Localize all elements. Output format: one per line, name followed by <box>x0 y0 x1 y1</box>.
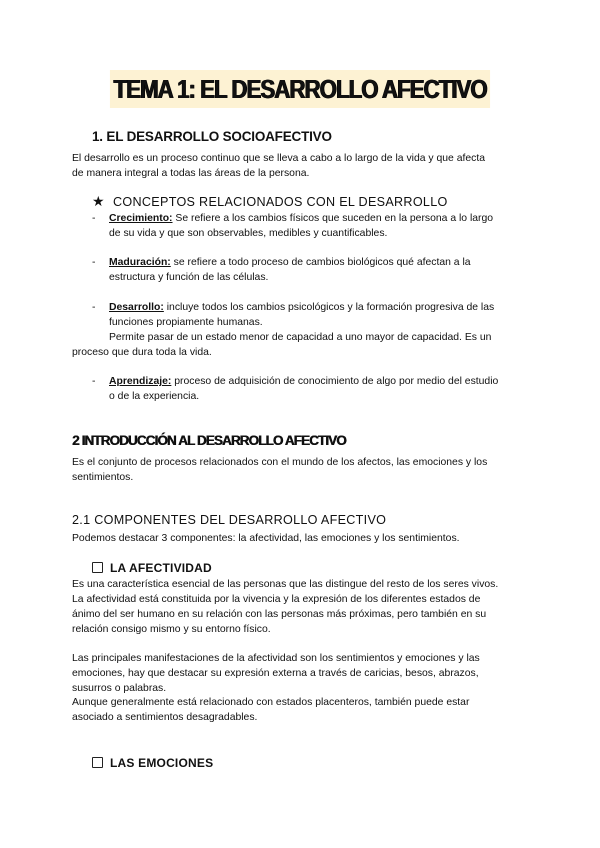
concepts-heading: CONCEPTOS RELACIONADOS CON EL DESARROLLO <box>113 195 448 209</box>
concept-text-line: o de la experiencia. <box>109 391 200 402</box>
dash-bullet: - <box>92 257 96 268</box>
concept-text: se refiere a todo proceso de cambios biológicos qué afectan a la <box>170 257 471 268</box>
concept-continuation-line: proceso que dura toda la vida. <box>72 347 212 358</box>
concept-item-desarrollo <box>109 300 494 315</box>
afectividad-p1-line: relación consigo mismo y su entorno físico. <box>72 624 271 635</box>
afectividad-p1-line: Es una característica esencial de las personas que las distingue del resto de los seres vivos. <box>72 579 499 590</box>
afectividad-p1-line: La afectividad está constituida por la vivencia y la expresión de los diferentes estados de <box>72 594 481 605</box>
emociones-heading-row <box>92 754 213 772</box>
afectividad-heading-row <box>92 559 212 577</box>
page-title: TEMA 1: EL DESARROLLO AFECTIVO <box>110 70 490 108</box>
concept-item-crecimiento <box>109 211 493 226</box>
concept-text: Se refiere a los cambios físicos que suceden en la persona a lo largo <box>172 213 494 224</box>
concept-text-line: funciones propiamente humanas. <box>109 317 263 328</box>
afectividad-p2-line: emociones, hay que destacar su expresión externa a través de caricias, besos, abrazos, <box>72 668 479 679</box>
concept-text: proceso de adquisición de conocimiento de algo por medio del estudio <box>171 376 499 387</box>
concept-term: Maduración: <box>109 257 171 268</box>
concepts-heading-row <box>92 193 448 211</box>
section-2-text-line: Es el conjunto de procesos relacionados con el mundo de los afectos, las emociones y los <box>72 457 488 468</box>
page-title-container <box>0 70 600 108</box>
concept-term: Aprendizaje: <box>109 376 172 387</box>
concept-term: Desarrollo: <box>109 302 164 313</box>
afectividad-p2-line: susurros o palabras. <box>72 683 167 694</box>
emociones-heading: LAS EMOCIONES <box>110 756 214 770</box>
concept-text-line: de su vida y que son observables, medibles y cuantificables. <box>109 228 388 239</box>
afectividad-p1-line: ánimo del ser humano en su relación con las personas más próximas, pero también en su <box>72 609 487 620</box>
concept-item-maduracion <box>109 255 471 270</box>
afectividad-heading: LA AFECTIVIDAD <box>110 561 212 575</box>
section-2-1-heading: 2.1 COMPONENTES DEL DESARROLLO AFECTIVO <box>72 513 387 527</box>
section-1-heading: 1. EL DESARROLLO SOCIOAFECTIVO <box>92 129 332 144</box>
afectividad-p2-line: Las principales manifestaciones de la afectividad son los sentimientos y emociones y las <box>72 653 480 664</box>
checkbox-icon <box>92 757 103 768</box>
section-2-text-line: sentimientos. <box>72 472 134 483</box>
dash-bullet: - <box>92 376 96 387</box>
afectividad-p2-line: Aunque generalmente está relacionado con estados placenteros, también puede estar <box>72 697 470 708</box>
afectividad-p2-line: asociado a sentimientos desagradables. <box>72 712 258 723</box>
section-2-heading: 2 INTRODUCCIÓN AL DESARROLLO AFECTIVO <box>72 433 346 448</box>
section-1-intro-line: de manera integral a todas las áreas de la persona. <box>72 168 310 179</box>
section-1-intro-line: El desarrollo es un proceso continuo que se lleva a cabo a lo largo de la vida y que afecta <box>72 153 486 164</box>
concept-item-aprendizaje <box>109 374 498 389</box>
concept-text: incluye todos los cambios psicológicos y la formación progresiva de las <box>163 302 495 313</box>
star-icon: ★ <box>92 193 105 209</box>
concept-text-line: Permite pasar de un estado menor de capacidad a uno mayor de capacidad. Es un <box>109 332 492 343</box>
checkbox-icon <box>92 562 103 573</box>
dash-bullet: - <box>92 213 96 224</box>
concept-text-line: estructura y función de las células. <box>109 272 269 283</box>
dash-bullet: - <box>92 302 96 313</box>
concept-term: Crecimiento: <box>109 213 173 224</box>
section-2-1-text: Podemos destacar 3 componentes: la afectividad, las emociones y los sentimientos. <box>72 533 460 544</box>
